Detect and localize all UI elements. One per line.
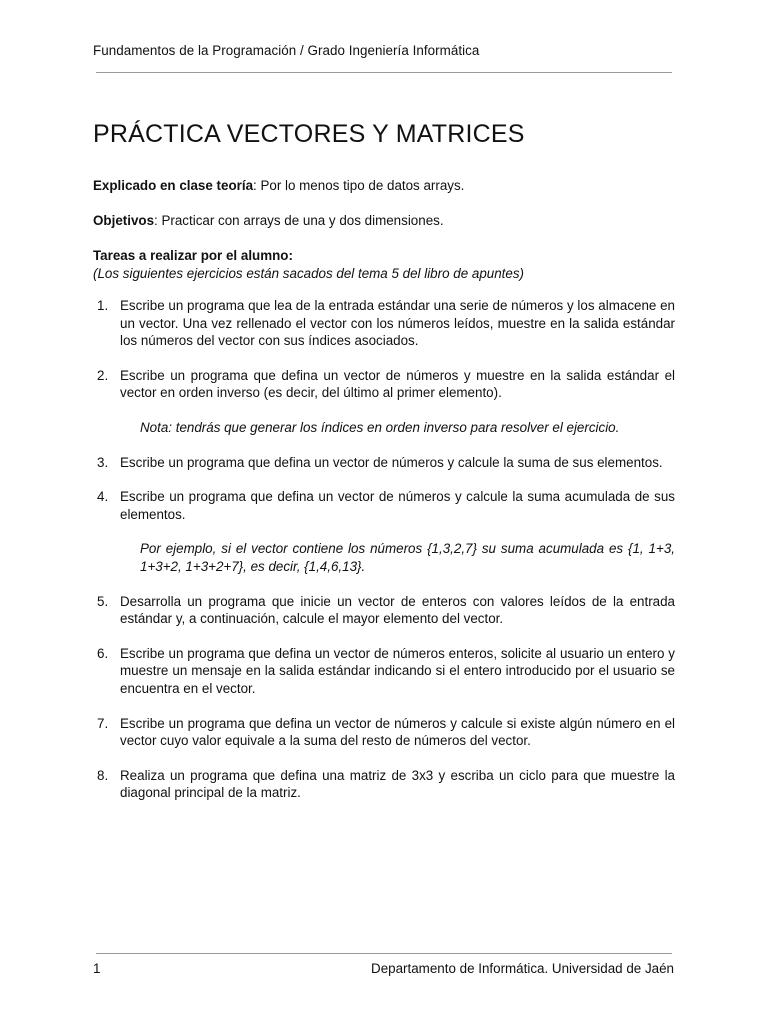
page-header: Fundamentos de la Programación / Grado Ingeniería Informática xyxy=(93,43,480,58)
task-text: Escribe un programa que defina un vector de números enteros, solicite al usuario un entero y muestre un mensaje en la salida estándar indicando si el entero introducido por el usuario se encuentra en el vector. xyxy=(120,645,675,696)
task-text: Realiza un programa que defina una matriz de 3x3 y escriba un ciclo para que muestre la diagonal principal de la matriz. xyxy=(120,767,675,801)
tasks-heading-label: Tareas a realizar por el alumno: xyxy=(93,248,293,263)
list-item xyxy=(93,715,675,750)
task-number: 6. xyxy=(97,645,109,661)
task-number: 5. xyxy=(97,593,109,609)
page-title: PRÁCTICA VECTORES Y MATRICES xyxy=(93,120,525,148)
task-text: Escribe un programa que defina un vector de números y calcule la suma de sus elementos. xyxy=(120,454,663,470)
explained-text: : Por lo menos tipo de datos arrays. xyxy=(253,178,465,193)
list-item xyxy=(93,645,675,698)
tasks-heading xyxy=(93,247,293,265)
list-item xyxy=(93,367,675,437)
list-item xyxy=(93,488,675,575)
task-text: Escribe un programa que lea de la entrada estándar una serie de números y los almacene en un vector. Una vez rellenado el vector con los números leídos, muestre en la salida estándar los números del vector con sus índices asociados. xyxy=(120,298,675,349)
list-item xyxy=(93,767,675,802)
task-list xyxy=(93,297,675,819)
footer-divider xyxy=(96,953,672,954)
task-number: 8. xyxy=(97,767,109,783)
explained-line xyxy=(93,177,464,195)
task-number: 7. xyxy=(97,715,109,731)
task-text: Escribe un programa que defina un vector de números y calcule si existe algún número en el vector cuyo valor equivale a la suma del resto de números del vector. xyxy=(120,715,675,749)
task-text: Desarrolla un programa que inicie un vector de enteros con valores leídos de la entrada estándar y, a continuación, calcule el mayor elemento del vector. xyxy=(120,593,675,627)
task-number: 1. xyxy=(97,298,109,313)
list-item xyxy=(93,454,675,472)
header-divider xyxy=(96,72,672,73)
task-number: 4. xyxy=(97,489,109,505)
task-text: Escribe un programa que defina un vector de números y calcule la suma acumulada de sus elementos. xyxy=(120,489,675,522)
tasks-source-note-text: (Los siguientes ejercicios están sacados del tema 5 del libro de apuntes) xyxy=(93,266,524,281)
footer-department: Departamento de Informática. Universidad de Jaén xyxy=(371,961,674,976)
task-note: Nota: tendrás que generar los índices en orden inverso para resolver el ejercicio. xyxy=(140,419,620,435)
task-note: Por ejemplo, si el vector contiene los números {1,3,2,7} su suma acumulada es {1, 1+3, 1+3+2, 1+3+2+7}, es decir, {1,4,6,13}. xyxy=(140,541,675,574)
page-number: 1 xyxy=(93,961,101,976)
tasks-source-note xyxy=(93,265,524,283)
objectives-label: Objetivos xyxy=(93,213,155,228)
explained-label: Explicado en clase teoría xyxy=(93,178,254,193)
task-number: 2. xyxy=(97,367,109,383)
objectives-line xyxy=(93,212,444,230)
task-text: Escribe un programa que defina un vector de números y muestre en la salida estándar el vector en orden inverso (es decir, del último al primer elemento). xyxy=(120,367,675,401)
task-number: 3. xyxy=(97,454,109,470)
objectives-text: : Practicar con arrays de una y dos dimensiones. xyxy=(154,213,444,228)
list-item xyxy=(93,297,675,350)
list-item xyxy=(93,593,675,628)
